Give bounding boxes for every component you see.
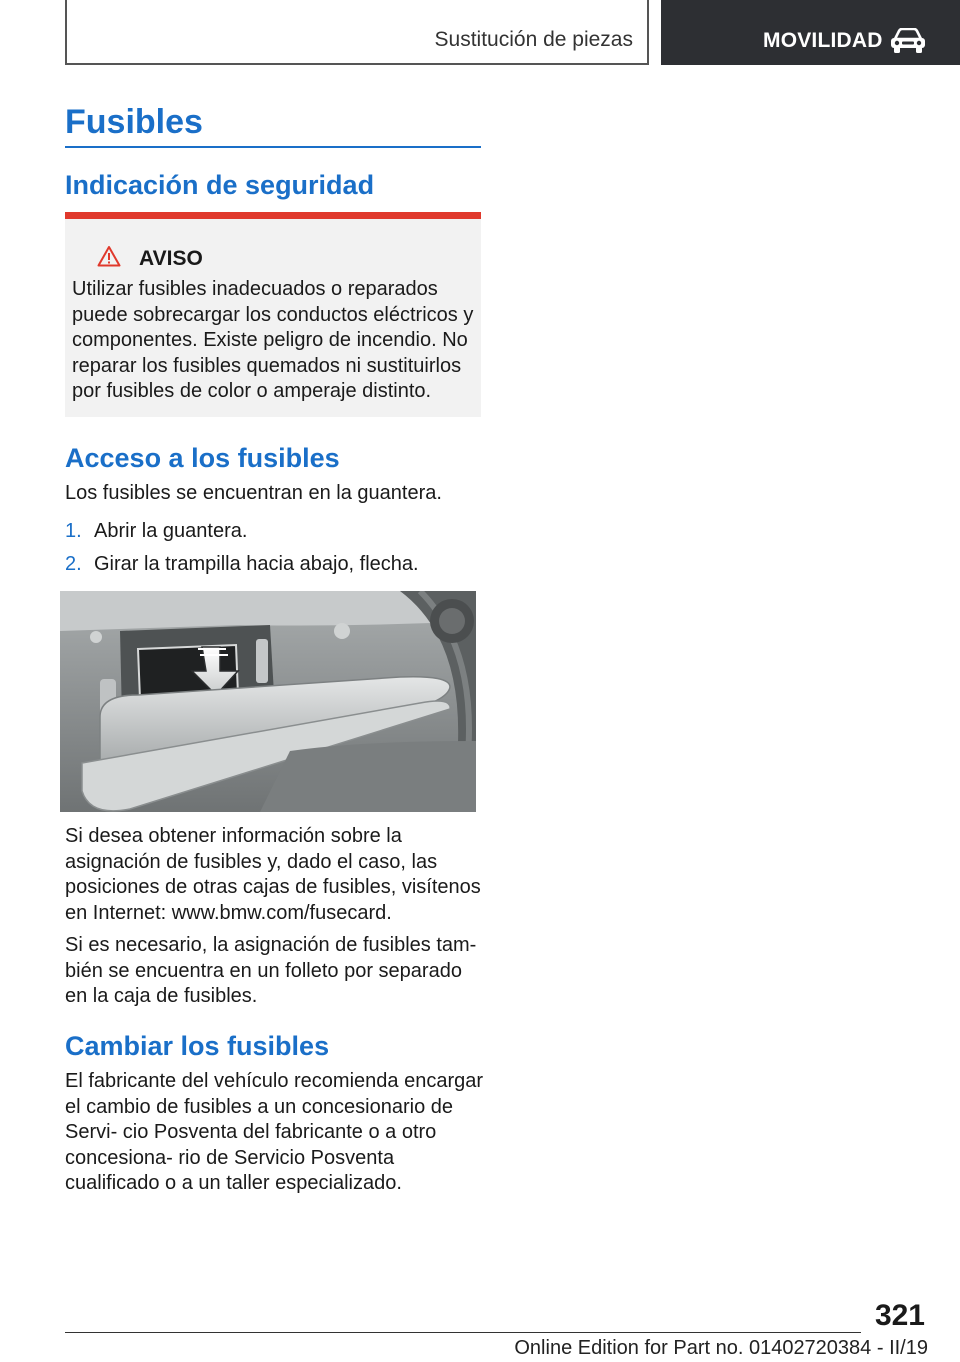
step-text: Abrir la guantera.	[94, 520, 248, 542]
step-number: 2.	[65, 553, 82, 575]
access-heading: Acceso a los fusibles	[65, 443, 340, 473]
header-chapter-title: MOVILIDAD	[763, 29, 883, 52]
safety-heading: Indicación de seguridad	[65, 170, 375, 200]
page-title: Fusibles	[65, 103, 203, 141]
access-intro: Los fusibles se encuentran en la guantera.	[65, 482, 442, 504]
glovebox-photo	[60, 591, 476, 812]
header-section-box	[65, 0, 649, 65]
page-number: 321	[874, 1299, 925, 1332]
footer-divider	[65, 1332, 861, 1333]
fuse-info-text-2: Si es necesario, la asignación de fusibles tam‐ bién se encuentra en un folleto por separado en la caja de fusibles.	[65, 934, 477, 1007]
step-text: Girar la trampilla hacia abajo, flecha.	[94, 553, 419, 575]
glovebox-illustration	[60, 591, 476, 812]
warning-label: AVISO	[139, 247, 203, 270]
change-heading: Cambiar los fusibles	[65, 1031, 330, 1061]
step-number: 1.	[65, 520, 82, 542]
header-chapter-tab	[661, 0, 960, 65]
warning-triangle-icon	[97, 245, 121, 267]
warning-text: Utilizar fusibles inadecuados o reparados puede sobrecargar los conductos eléctricos y componentes. Existe peligro de incendio. No reparar los fusibles quemados ni sustituirlos por fusibles de color o amperaje distinto.	[72, 278, 474, 402]
change-text: El fabricante del vehículo recomienda encargar el cambio de fusibles a un concesionario de Servi‐ cio Posventa del fabricante o a otro concesiona‐ rio de Servicio Posventa cualificado o a un taller especializado.	[65, 1070, 484, 1194]
title-divider	[65, 146, 481, 148]
header-section-title: Sustitución de piezas	[434, 28, 633, 51]
fuse-info-text: Si desea obtener información sobre la asignación de fusibles y, dado el caso, las posiciones de otras cajas de fusibles, visítenos en Internet: www.bmw.com/fusecard.	[65, 825, 481, 924]
footer-edition: Online Edition for Part no. 01402720384 - II/19	[514, 1337, 928, 1359]
warning-box	[65, 212, 481, 417]
car-icon	[890, 28, 926, 54]
